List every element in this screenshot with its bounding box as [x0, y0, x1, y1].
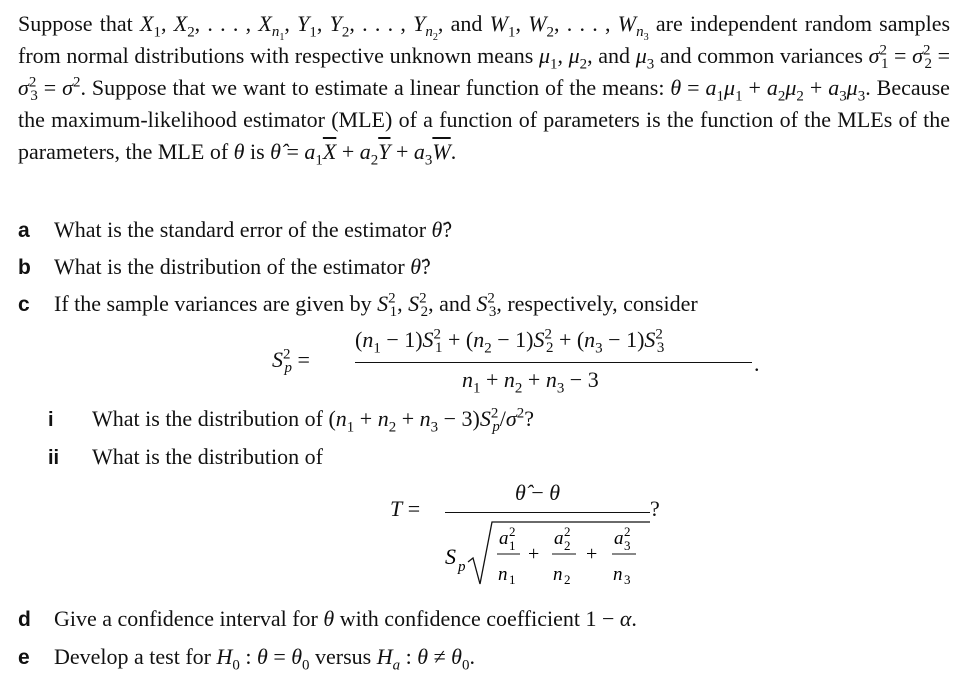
question-label: d [18, 608, 31, 631]
svg-text:1: 1 [509, 538, 516, 553]
svg-text:n: n [613, 564, 623, 585]
pooled-numerator: $(n_1 - 1)S^2_1 + (n_2 - 1)S^2_2 + (n_3 - 1)S^2_3$ [355, 326, 665, 357]
question-a [18, 214, 452, 246]
subquestion-label: i [48, 409, 54, 431]
question-d [18, 603, 637, 635]
svg-text:a: a [554, 528, 564, 549]
t-denominator [440, 514, 660, 594]
t-numerator: θ̂ − θ [515, 480, 561, 505]
svg-text:+: + [528, 543, 540, 565]
question-e-text: Develop a test for $H_0$ : $\theta = \theta_0$ versus $H_a$ : $\theta \ne \theta_0$. [54, 644, 475, 674]
question-e [18, 641, 475, 673]
svg-text:2: 2 [564, 572, 571, 587]
svg-text:S: S [445, 544, 456, 569]
question-label: c [18, 293, 30, 316]
question-label: e [18, 646, 30, 669]
svg-text:2: 2 [564, 524, 571, 539]
svg-text:a: a [499, 528, 509, 549]
pooled-lhs: $S^2_p$ = [272, 346, 310, 377]
t-trailing: ? [650, 496, 660, 521]
svg-text:2: 2 [564, 538, 571, 553]
svg-text:a: a [614, 528, 624, 549]
svg-text:2: 2 [509, 524, 516, 539]
subquestion-ii-text: What is the distribution of [92, 444, 323, 469]
pooled-fraction-bar [355, 362, 752, 363]
question-c [18, 288, 698, 320]
svg-text:p: p [458, 559, 466, 575]
svg-text:+: + [586, 543, 598, 565]
svg-text:n: n [498, 564, 508, 585]
question-b-text: What is the distribution of the estimator θ̂? [54, 254, 431, 279]
svg-text:n: n [553, 564, 563, 585]
question-c-text: If the sample variances are given by $S^2_1$, $S^2_2$, and $S^2_3$, respectively, consider [54, 290, 698, 321]
subquestion-ii [48, 441, 323, 473]
question-label: b [18, 256, 31, 279]
question-a-text: What is the standard error of the estimator θ̂? [54, 217, 453, 242]
svg-text:3: 3 [624, 572, 631, 587]
svg-text:3: 3 [624, 538, 631, 553]
subquestion-label: ii [48, 447, 60, 469]
intro-paragraph: Suppose that $X_1$, $X_2$, . . . , $X_{n_1}$, $Y_1$, $Y_2$, . . . , $Y_{n_2}$, and $W_1$, $W_2$, . . . , $W_{n_3}$ are independent random samples from normal distributions with respective unknown means $\mu_1$, $\mu_2$, and $\mu_3$ and common variances $\sigma^2_1 = \sigma^2_2 = \sigma^2_3 = \sigma^2$. Suppose that we want to estimate a linear function of the means: $\theta = a_1\mu_1 + a_2\mu_2 + a_3\mu_3$. Because the maximum-likelihood estimator (MLE) of a function of parameters is the function of the MLEs of the parameters, the MLE of θ is θ̂ = $a_1\overline{X} + a_2\overline{Y} + a_3\overline{W}$. [18, 11, 951, 169]
pooled-trailing: . [754, 351, 760, 376]
t-lhs: T = [390, 496, 421, 521]
subquestion-i [48, 403, 534, 435]
svg-text:2: 2 [624, 524, 631, 539]
question-d-text: Give a confidence interval for θ with confidence coefficient 1 − α. [54, 606, 637, 631]
pooled-denominator: $n_1 + n_2 + n_3 - 3$ [462, 367, 599, 397]
subquestion-i-text: What is the distribution of $(n_1 + n_2 + n_3 - 3)S^2_p/\sigma^2$? [92, 405, 535, 436]
question-label: a [18, 219, 30, 242]
question-b [18, 251, 431, 283]
svg-text:1: 1 [509, 572, 516, 587]
